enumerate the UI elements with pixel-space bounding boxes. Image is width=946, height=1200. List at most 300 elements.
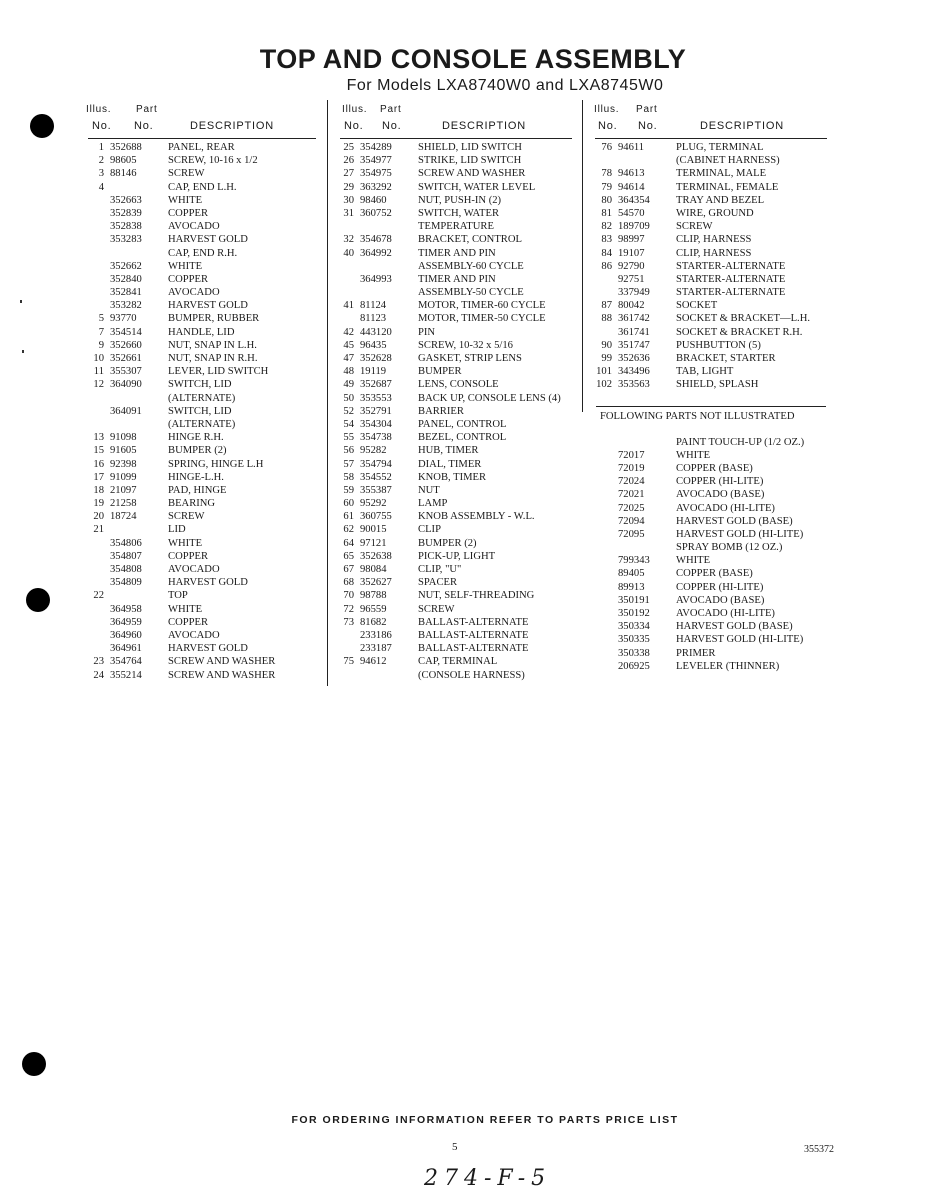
illus-number: 99 (601, 353, 612, 364)
parts-row (86, 537, 322, 550)
part-number: 354304 (360, 418, 392, 430)
part-description: ASSEMBLY-50 CYCLE (418, 287, 524, 299)
part-description: SWITCH, WATER (418, 207, 500, 219)
part-number: 360752 (360, 207, 392, 219)
part-number: 355214 (110, 669, 142, 681)
part-description: SHIELD, LID SWITCH (418, 142, 522, 153)
part-description: PANEL, REAR (168, 142, 235, 153)
part-number: 353563 (618, 379, 650, 391)
part-number: 72025 (618, 502, 645, 514)
parts-row (336, 497, 576, 510)
part-description: KNOB, TIMER (418, 471, 487, 483)
part-description: TIMER AND PIN (418, 247, 496, 259)
part-description: BEARING (168, 498, 216, 510)
part-no-label: No. (134, 120, 154, 132)
illus-number: 42 (343, 326, 354, 338)
illus-number: 22 (93, 590, 104, 602)
part-description: HARVEST GOLD (168, 234, 248, 246)
parts-list (594, 141, 834, 392)
illus-number: 26 (343, 155, 354, 167)
part-number: 91099 (110, 471, 137, 483)
parts-row (86, 194, 322, 207)
parts-row (86, 642, 322, 655)
illus-number: 17 (93, 471, 104, 483)
parts-row (86, 233, 322, 246)
part-description: COPPER (168, 207, 209, 219)
part-description: BRACKET, STARTER (676, 353, 776, 364)
parts-row (86, 141, 322, 154)
part-description: STRIKE, LID SWITCH (418, 155, 522, 167)
part-description: AVOCADO (HI-LITE) (676, 502, 775, 514)
illus-number: 83 (601, 234, 612, 246)
illus-number: 27 (343, 168, 354, 180)
parts-row (336, 194, 576, 207)
part-description: WHITE (168, 260, 203, 272)
illus-number: 3 (98, 168, 104, 180)
parts-row (86, 247, 322, 260)
parts-row (86, 273, 322, 286)
parts-row (86, 603, 322, 616)
part-description: HARVEST GOLD (168, 300, 248, 312)
part-description: WHITE (168, 603, 203, 615)
parts-row (86, 655, 322, 668)
part-label: Part (136, 104, 158, 115)
part-description: COPPER (BASE) (676, 568, 753, 580)
part-description: (CABINET HARNESS) (676, 155, 780, 167)
illus-number: 24 (93, 669, 104, 681)
part-number: 355307 (110, 366, 142, 378)
part-number: 98788 (360, 590, 387, 602)
illus-number: 60 (343, 498, 354, 510)
illus-number: 64 (343, 537, 354, 549)
parts-row (86, 392, 322, 405)
illus-number: 16 (93, 458, 104, 470)
parts-row (86, 616, 322, 629)
parts-row (594, 220, 834, 233)
part-number: 364961 (110, 643, 142, 655)
part-description: DIAL, TIMER (418, 458, 482, 470)
part-description: SCREW, 10-16 x 1/2 (168, 155, 258, 167)
parts-row (336, 444, 576, 457)
parts-row (86, 484, 322, 497)
part-description: SPRAY BOMB (12 OZ.) (676, 542, 783, 554)
part-description: HARVEST GOLD (HI-LITE) (676, 528, 804, 540)
parts-row (594, 352, 834, 365)
part-description: BUMPER (2) (168, 445, 227, 457)
part-description: WHITE (676, 555, 711, 567)
illus-number: 88 (601, 313, 612, 325)
part-number: 93770 (110, 313, 137, 325)
parts-list (86, 141, 322, 682)
part-number: 21258 (110, 498, 137, 510)
part-description: CLIP, HARNESS (676, 234, 752, 246)
parts-row (86, 458, 322, 471)
parts-row (336, 220, 576, 233)
part-description: PLUG, TERMINAL (676, 142, 764, 153)
parts-row (86, 312, 322, 325)
illus-number: 30 (343, 194, 354, 206)
part-description: PICK-UP, LIGHT (418, 550, 496, 562)
part-number: 72094 (618, 515, 645, 527)
illus-number: 68 (343, 577, 354, 589)
parts-row (336, 655, 576, 668)
part-number: 98997 (618, 234, 645, 246)
illus-number: 54 (343, 418, 354, 430)
parts-row (594, 502, 834, 515)
parts-row (594, 607, 834, 620)
part-number: 355387 (360, 484, 392, 496)
parts-row (336, 247, 576, 260)
parts-column-1 (86, 101, 322, 682)
parts-row (86, 352, 322, 365)
description-label: DESCRIPTION (700, 120, 784, 132)
part-description: (CONSOLE HARNESS) (418, 669, 525, 681)
part-number: 352839 (110, 207, 142, 219)
part-number: 233187 (360, 643, 392, 655)
illus-label: Illus. (86, 104, 112, 115)
parts-row (86, 181, 322, 194)
part-description: HINGE-L.H. (168, 471, 224, 483)
part-number: 94613 (618, 168, 645, 180)
illus-number: 21 (93, 524, 104, 536)
illus-number: 79 (601, 181, 612, 193)
part-description: SCREW (418, 603, 455, 615)
part-description: SPRING, HINGE L.H (168, 458, 264, 470)
part-no-label: No. (382, 120, 402, 132)
column-divider (582, 100, 583, 412)
parts-row (594, 436, 834, 449)
part-number: 350192 (618, 608, 650, 619)
illus-number: 13 (93, 432, 104, 444)
parts-row (336, 141, 576, 154)
parts-row (594, 247, 834, 260)
ordering-note: FOR ORDERING INFORMATION REFER TO PARTS PRICE LIST (291, 1114, 679, 1126)
part-number: 352688 (110, 142, 142, 153)
part-description: HARVEST GOLD (168, 643, 248, 655)
parts-row (86, 523, 322, 536)
part-description: CLIP, HARNESS (676, 247, 752, 259)
part-number: 233186 (360, 629, 392, 641)
part-number: 364091 (110, 405, 142, 417)
illus-number: 31 (343, 207, 354, 219)
not-illustrated-heading: FOLLOWING PARTS NOT ILLUSTRATED (600, 410, 795, 422)
parts-row (594, 207, 834, 220)
illus-number: 19 (93, 498, 104, 510)
parts-row (86, 444, 322, 457)
part-description: HARVEST GOLD (BASE) (676, 515, 793, 527)
part-description: NUT, PUSH-IN (2) (418, 194, 502, 206)
part-description: SWITCH, LID (168, 405, 232, 417)
binder-hole-top (30, 114, 54, 138)
part-description: SHIELD, SPLASH (676, 379, 759, 391)
parts-row (336, 299, 576, 312)
parts-row (336, 458, 576, 471)
part-number: 343496 (618, 366, 650, 378)
parts-row (594, 286, 834, 299)
part-number: 92398 (110, 458, 137, 470)
part-number: 354289 (360, 142, 392, 153)
part-number: 189709 (618, 221, 650, 233)
part-description: LAMP (418, 498, 448, 510)
part-description: SPACER (418, 577, 458, 589)
parts-row (594, 233, 834, 246)
part-description: TRAY AND BEZEL (676, 194, 765, 206)
illus-number: 47 (343, 353, 354, 364)
part-number: 364960 (110, 629, 142, 641)
part-number: 353283 (110, 234, 142, 246)
part-number: 361741 (618, 326, 650, 338)
parts-row (86, 378, 322, 391)
part-number: 364958 (110, 603, 142, 615)
parts-row (594, 541, 834, 554)
part-number: 352660 (110, 339, 142, 351)
parts-row (594, 567, 834, 580)
part-description: PAD, HINGE (168, 484, 227, 496)
part-description: PIN (418, 326, 436, 338)
parts-row (86, 286, 322, 299)
part-number: 354809 (110, 577, 142, 589)
part-description: SCREW (676, 221, 713, 233)
parts-row (86, 550, 322, 563)
part-number: 21097 (110, 484, 137, 496)
part-number: 89913 (618, 581, 645, 593)
part-number: 364090 (110, 379, 142, 391)
part-description: HINGE R.H. (168, 432, 224, 444)
part-description: TERMINAL, FEMALE (676, 181, 779, 193)
part-number: 351747 (618, 339, 650, 351)
part-description: TAB, LIGHT (676, 366, 734, 378)
part-number: 354977 (360, 155, 392, 167)
part-description: HUB, TIMER (418, 445, 479, 457)
part-description: SWITCH, WATER LEVEL (418, 181, 536, 193)
part-description: BALLAST-ALTERNATE (418, 616, 529, 628)
speck (22, 350, 24, 353)
part-number: 352791 (360, 405, 392, 417)
part-description: TIMER AND PIN (418, 273, 496, 285)
illus-number: 82 (601, 221, 612, 233)
part-description: SCREW AND WASHER (168, 656, 276, 668)
binder-hole-bottom (22, 1052, 46, 1076)
parts-row (594, 181, 834, 194)
part-number: 81124 (360, 300, 387, 312)
part-description: CAP, END L.H. (168, 181, 237, 193)
part-number: 354807 (110, 550, 142, 562)
illus-number: 73 (343, 616, 354, 628)
parts-row (594, 194, 834, 207)
parts-row (86, 418, 322, 431)
parts-row (336, 431, 576, 444)
part-description: NUT, SNAP IN R.H. (168, 353, 258, 364)
part-number: 81123 (360, 313, 387, 325)
part-number: 352662 (110, 260, 142, 272)
parts-row (86, 207, 322, 220)
part-description: LEVER, LID SWITCH (168, 366, 269, 378)
illus-number: 80 (601, 194, 612, 206)
illus-label: Illus. (594, 104, 620, 115)
illus-number: 76 (601, 142, 612, 153)
part-number: 350191 (618, 594, 650, 606)
part-number: 95292 (360, 498, 387, 510)
part-number: 350338 (618, 647, 650, 659)
parts-row (336, 471, 576, 484)
illus-number: 81 (601, 207, 612, 219)
part-number: 352687 (360, 379, 392, 391)
column-header (336, 101, 576, 135)
parts-row (594, 660, 834, 673)
parts-row (336, 563, 576, 576)
parts-row (336, 510, 576, 523)
speck (20, 300, 22, 303)
parts-row (336, 286, 576, 299)
part-description: WHITE (676, 449, 711, 461)
part-description: STARTER-ALTERNATE (676, 260, 786, 272)
parts-row (594, 326, 834, 339)
parts-row (336, 589, 576, 602)
illus-number: 61 (343, 511, 354, 523)
parts-row (86, 563, 322, 576)
parts-row (594, 488, 834, 501)
parts-row (594, 365, 834, 378)
part-number: 353282 (110, 300, 142, 312)
part-number: 97121 (360, 537, 387, 549)
part-number: 72095 (618, 528, 645, 540)
part-description: BALLAST-ALTERNATE (418, 629, 529, 641)
part-description: CLIP, "U" (418, 564, 462, 575)
parts-row (336, 405, 576, 418)
illus-number: 32 (343, 234, 354, 246)
part-description: LEVELER (THINNER) (676, 660, 780, 672)
part-number: 96559 (360, 603, 387, 615)
parts-row (86, 339, 322, 352)
illus-number: 58 (343, 471, 354, 483)
part-number: 88146 (110, 168, 137, 180)
illus-number: 48 (343, 366, 354, 378)
illus-label: Illus. (342, 104, 368, 115)
illus-number: 59 (343, 484, 354, 496)
part-description: WHITE (168, 537, 203, 549)
part-description: AVOCADO (168, 564, 220, 575)
part-description: COPPER (HI-LITE) (676, 476, 764, 488)
parts-row (336, 167, 576, 180)
part-number: 361742 (618, 313, 650, 325)
part-description: HARVEST GOLD (HI-LITE) (676, 634, 804, 646)
part-number: 90015 (360, 524, 387, 536)
part-description: PRIMER (676, 647, 716, 659)
parts-row (336, 378, 576, 391)
parts-row (86, 405, 322, 418)
part-number: 352636 (618, 353, 650, 364)
part-number: 354764 (110, 656, 142, 668)
illus-no-label: No. (92, 120, 112, 132)
illus-number: 72 (343, 603, 354, 615)
illus-number: 102 (596, 379, 612, 391)
part-number: 89405 (618, 568, 645, 580)
illus-number: 45 (343, 339, 354, 351)
illus-number: 101 (596, 366, 612, 378)
part-number: 337949 (618, 287, 650, 299)
part-number: 350335 (618, 634, 650, 646)
part-description: SCREW (168, 168, 205, 180)
column-header (86, 101, 322, 135)
illus-number: 50 (343, 392, 354, 404)
parts-row (86, 576, 322, 589)
illus-number: 57 (343, 458, 354, 470)
parts-row (336, 154, 576, 167)
parts-column-2 (336, 101, 576, 682)
illus-number: 62 (343, 524, 354, 536)
part-description: AVOCADO (BASE) (676, 489, 765, 501)
part-number: 799343 (618, 555, 650, 567)
part-number: 98460 (360, 194, 387, 206)
parts-row (594, 167, 834, 180)
parts-row (86, 220, 322, 233)
part-description: SOCKET & BRACKET—L.H. (676, 313, 810, 325)
illus-number: 9 (98, 339, 104, 351)
illus-number: 11 (93, 366, 104, 378)
part-number: 54570 (618, 207, 645, 219)
part-number: 363292 (360, 181, 392, 193)
part-number: 353553 (360, 392, 392, 404)
part-number: 98605 (110, 155, 137, 167)
part-number: 80042 (618, 300, 645, 312)
part-description: ASSEMBLY-60 CYCLE (418, 260, 524, 272)
parts-row (594, 141, 834, 154)
parts-row (336, 392, 576, 405)
part-description: AVOCADO (168, 629, 220, 641)
parts-row (86, 497, 322, 510)
part-description: SOCKET (676, 300, 718, 312)
part-description: HANDLE, LID (168, 326, 235, 338)
part-number: 364992 (360, 247, 392, 259)
part-description: SCREW AND WASHER (168, 669, 276, 681)
illus-number: 90 (601, 339, 612, 351)
part-description: WIRE, GROUND (676, 207, 754, 219)
part-number: 443120 (360, 326, 392, 338)
part-description: AVOCADO (168, 287, 220, 299)
part-description: COPPER (168, 616, 209, 628)
parts-row (86, 154, 322, 167)
part-description: KNOB ASSEMBLY - W.L. (418, 511, 535, 523)
part-number: 352663 (110, 194, 142, 206)
parts-row (86, 629, 322, 642)
part-number: 72019 (618, 462, 645, 474)
part-description: AVOCADO (168, 221, 220, 233)
part-description: MOTOR, TIMER-60 CYCLE (418, 300, 546, 312)
parts-row (336, 233, 576, 246)
part-description: BALLAST-ALTERNATE (418, 643, 529, 655)
page-number: 5 (452, 1141, 458, 1153)
part-number: 94614 (618, 181, 645, 193)
illus-number: 23 (93, 656, 104, 668)
part-description: COPPER (HI-LITE) (676, 581, 764, 593)
part-description: SWITCH, LID (168, 379, 232, 391)
parts-row (86, 299, 322, 312)
illus-number: 86 (601, 260, 612, 272)
part-description: AVOCADO (HI-LITE) (676, 608, 775, 619)
illus-number: 29 (343, 181, 354, 193)
part-description: (ALTERNATE) (168, 418, 236, 430)
illus-number: 55 (343, 432, 354, 444)
part-number: 72021 (618, 489, 645, 501)
parts-row (594, 273, 834, 286)
part-number: 92751 (618, 273, 645, 285)
part-description: SCREW (168, 511, 205, 523)
page-subtitle: For Models LXA8740W0 and LXA8745W0 (346, 77, 664, 94)
part-description: PUSHBUTTON (5) (676, 339, 761, 351)
parts-row (336, 603, 576, 616)
parts-row (86, 431, 322, 444)
parts-list (336, 141, 576, 682)
